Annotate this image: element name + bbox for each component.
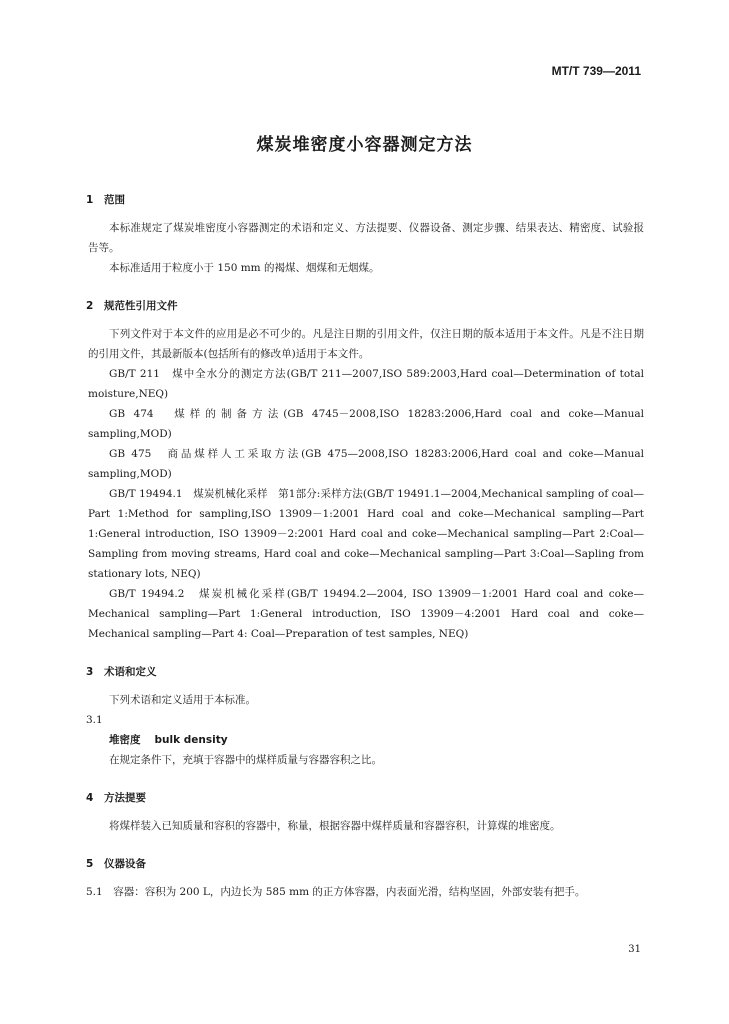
section-heading-normative-references <box>86 296 644 316</box>
subsection-number: 3.1 <box>86 714 103 726</box>
section-number: 5 <box>86 858 94 870</box>
paragraph: 本标准适用于粒度小于 150 mm 的褐煤、烟煤和无烟煤。 <box>109 262 380 274</box>
standard-code: MT/T 739—2011 <box>551 64 641 78</box>
document-body <box>88 190 644 902</box>
section-number: 4 <box>86 792 94 804</box>
term-english: bulk density <box>154 734 228 746</box>
paragraph: 本标准规定了煤炭堆密度小容器测定的术语和定义、方法提要、仪器设备、测定步骤、结果表达、精密度、试验报告等。 <box>88 222 644 254</box>
term-entry <box>88 730 644 750</box>
section-title: 范围 <box>104 194 125 206</box>
section-title: 仪器设备 <box>104 858 146 870</box>
reference-item: GB/T 19494.1 煤炭机械化采样 第1部分:采样方法(GB/T 19491.1—2004,Mechanical sampling of coal—Part 1:Method for sampling,ISO 13909－1:2001 Hard coal and coke—Mechanical sampling—Part 1:General introduction, ISO 13909－2:2001 Hard coal and coke—Mechanical sampling—Part 2:Coal—Sampling from moving streams, Hard coal and coke—Mechanical sampling—Part 3:Coal—Sapling from stationary lots, NEQ) <box>88 488 644 580</box>
reference-item: GB/T 19494.2 煤炭机械化采样(GB/T 19494.2—2004, ISO 13909－1:2001 Hard coal and coke—Mechanical sampling—Part 1:General introduction, ISO 13909－4:2001 Hard coal and coke—Mechanical sampling—Part 4: Coal—Preparation of test samples, NEQ) <box>88 588 644 640</box>
subsection-number: 5.1 <box>86 886 103 898</box>
section-number: 3 <box>86 666 94 678</box>
section-heading-terms <box>86 662 644 682</box>
section-heading-apparatus <box>86 854 644 874</box>
reference-item: GB 474 煤样的制备方法(GB 4745－2008,ISO 18283:2006,Hard coal and coke—Manual sampling,MOD) <box>88 408 644 440</box>
paragraph: 将煤样装入已知质量和容积的容器中，称量，根据容器中煤样质量和容器容积，计算煤的堆密度。 <box>109 820 561 832</box>
section-number: 1 <box>86 194 94 206</box>
section-title: 术语和定义 <box>104 666 157 678</box>
term-definition: 在规定条件下，充填于容器中的煤样质量与容器容积之比。 <box>109 754 382 766</box>
paragraph: 下列术语和定义适用于本标准。 <box>109 694 256 706</box>
reference-item: GB 475 商品煤样人工采取方法(GB 475—2008,ISO 18283:2006,Hard coal and coke—Manual sampling,MOD) <box>88 448 644 480</box>
section-title: 方法提要 <box>104 792 146 804</box>
section-title: 规范性引用文件 <box>104 300 178 312</box>
term-chinese: 堆密度 <box>109 734 141 746</box>
page-number: 31 <box>628 944 641 955</box>
section-heading-method-summary <box>86 788 644 808</box>
document-title: 煤炭堆密度小容器测定方法 <box>256 135 473 155</box>
section-heading-scope <box>86 190 644 210</box>
section-number: 2 <box>86 300 94 312</box>
reference-item: GB/T 211 煤中全水分的测定方法(GB/T 211—2007,ISO 589:2003,Hard coal—Determination of total moisture,NEQ) <box>88 368 644 400</box>
subsection-5-1 <box>86 882 644 902</box>
paragraph: 下列文件对于本文件的应用是必不可少的。凡是注日期的引用文件，仅注日期的版本适用于本文件。凡是不注日期的引用文件，其最新版本(包括所有的修改单)适用于本文件。 <box>88 328 644 360</box>
subsection-text: 容器：容积为 200 L，内边长为 585 mm 的正方体容器，内表面光滑，结构坚固，外部安装有把手。 <box>113 886 586 898</box>
